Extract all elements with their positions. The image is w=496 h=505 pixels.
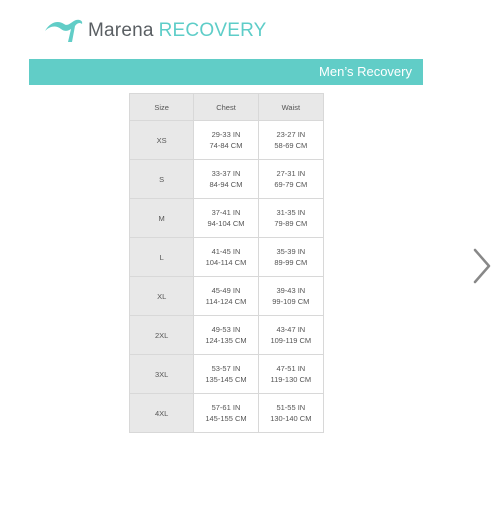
waist-cm: 130-140 CM	[270, 414, 312, 423]
waist-cm: 119-130 CM	[270, 375, 312, 384]
header-waist: Waist	[258, 94, 323, 121]
waist-cell	[258, 316, 323, 355]
waist-in: 39-43 IN	[276, 286, 306, 295]
size-cell: XL	[130, 277, 194, 316]
header-size: Size	[130, 94, 194, 121]
header-chest: Chest	[194, 94, 258, 121]
waist-cell	[258, 394, 323, 433]
table-row	[130, 355, 324, 394]
table-row	[130, 394, 324, 433]
chest-in: 41-45 IN	[211, 247, 241, 256]
table-row	[130, 199, 324, 238]
chest-in: 53-57 IN	[211, 364, 241, 373]
table-row	[130, 121, 324, 160]
banner-title: Men’s Recovery	[319, 64, 412, 79]
marena-recovery-logo	[44, 18, 267, 44]
marena-swoosh-icon	[44, 18, 84, 44]
waist-in: 43-47 IN	[276, 325, 306, 334]
waist-cm: 89-99 CM	[274, 258, 308, 267]
chest-cell	[194, 355, 258, 394]
chest-in: 57-61 IN	[211, 403, 241, 412]
waist-cm: 69-79 CM	[274, 180, 308, 189]
size-cell: 4XL	[130, 394, 194, 433]
table-row	[130, 316, 324, 355]
chest-cell	[194, 277, 258, 316]
table-row	[130, 277, 324, 316]
waist-in: 31-35 IN	[276, 208, 306, 217]
chest-cell	[194, 238, 258, 277]
chest-in: 37-41 IN	[211, 208, 241, 217]
chest-cell	[194, 121, 258, 160]
waist-cell	[258, 160, 323, 199]
waist-cell	[258, 121, 323, 160]
size-cell: M	[130, 199, 194, 238]
waist-in: 27-31 IN	[276, 169, 306, 178]
waist-cm: 99-109 CM	[272, 297, 310, 306]
size-cell: S	[130, 160, 194, 199]
chest-cell	[194, 160, 258, 199]
chest-cm: 135-145 CM	[205, 375, 247, 384]
size-cell: 3XL	[130, 355, 194, 394]
size-cell: L	[130, 238, 194, 277]
waist-cell	[258, 277, 323, 316]
chest-in: 49-53 IN	[211, 325, 241, 334]
table-row	[130, 160, 324, 199]
chest-cm: 145-155 CM	[205, 414, 247, 423]
table-row	[130, 238, 324, 277]
waist-cm: 79-89 CM	[274, 219, 308, 228]
chest-cm: 114-124 CM	[205, 297, 247, 306]
chest-cm: 84-94 CM	[209, 180, 243, 189]
waist-cell	[258, 238, 323, 277]
chevron-right-icon	[470, 246, 494, 286]
chest-cm: 124-135 CM	[205, 336, 247, 345]
brand-name-recovery: RECOVERY	[158, 20, 267, 41]
waist-cell	[258, 355, 323, 394]
chest-cm: 74-84 CM	[209, 141, 243, 150]
size-cell: XS	[130, 121, 194, 160]
chest-in: 45-49 IN	[211, 286, 241, 295]
waist-in: 51-55 IN	[276, 403, 306, 412]
size-cell: 2XL	[130, 316, 194, 355]
chest-in: 29-33 IN	[211, 130, 241, 139]
waist-in: 35-39 IN	[276, 247, 306, 256]
size-chart-table	[129, 93, 324, 433]
waist-cm: 58-69 CM	[274, 141, 308, 150]
waist-cm: 109-119 CM	[270, 336, 312, 345]
brand-name-marena: Marena	[88, 20, 154, 41]
chest-cm: 94-104 CM	[207, 219, 245, 228]
waist-in: 23-27 IN	[276, 130, 306, 139]
waist-in: 47-51 IN	[276, 364, 306, 373]
waist-cell	[258, 199, 323, 238]
chest-in: 33-37 IN	[211, 169, 241, 178]
next-slide-button[interactable]	[470, 246, 494, 286]
chest-cm: 104-114 CM	[205, 258, 247, 267]
chest-cell	[194, 316, 258, 355]
chest-cell	[194, 199, 258, 238]
table-header-row	[130, 94, 324, 121]
chest-cell	[194, 394, 258, 433]
section-banner	[29, 59, 423, 85]
